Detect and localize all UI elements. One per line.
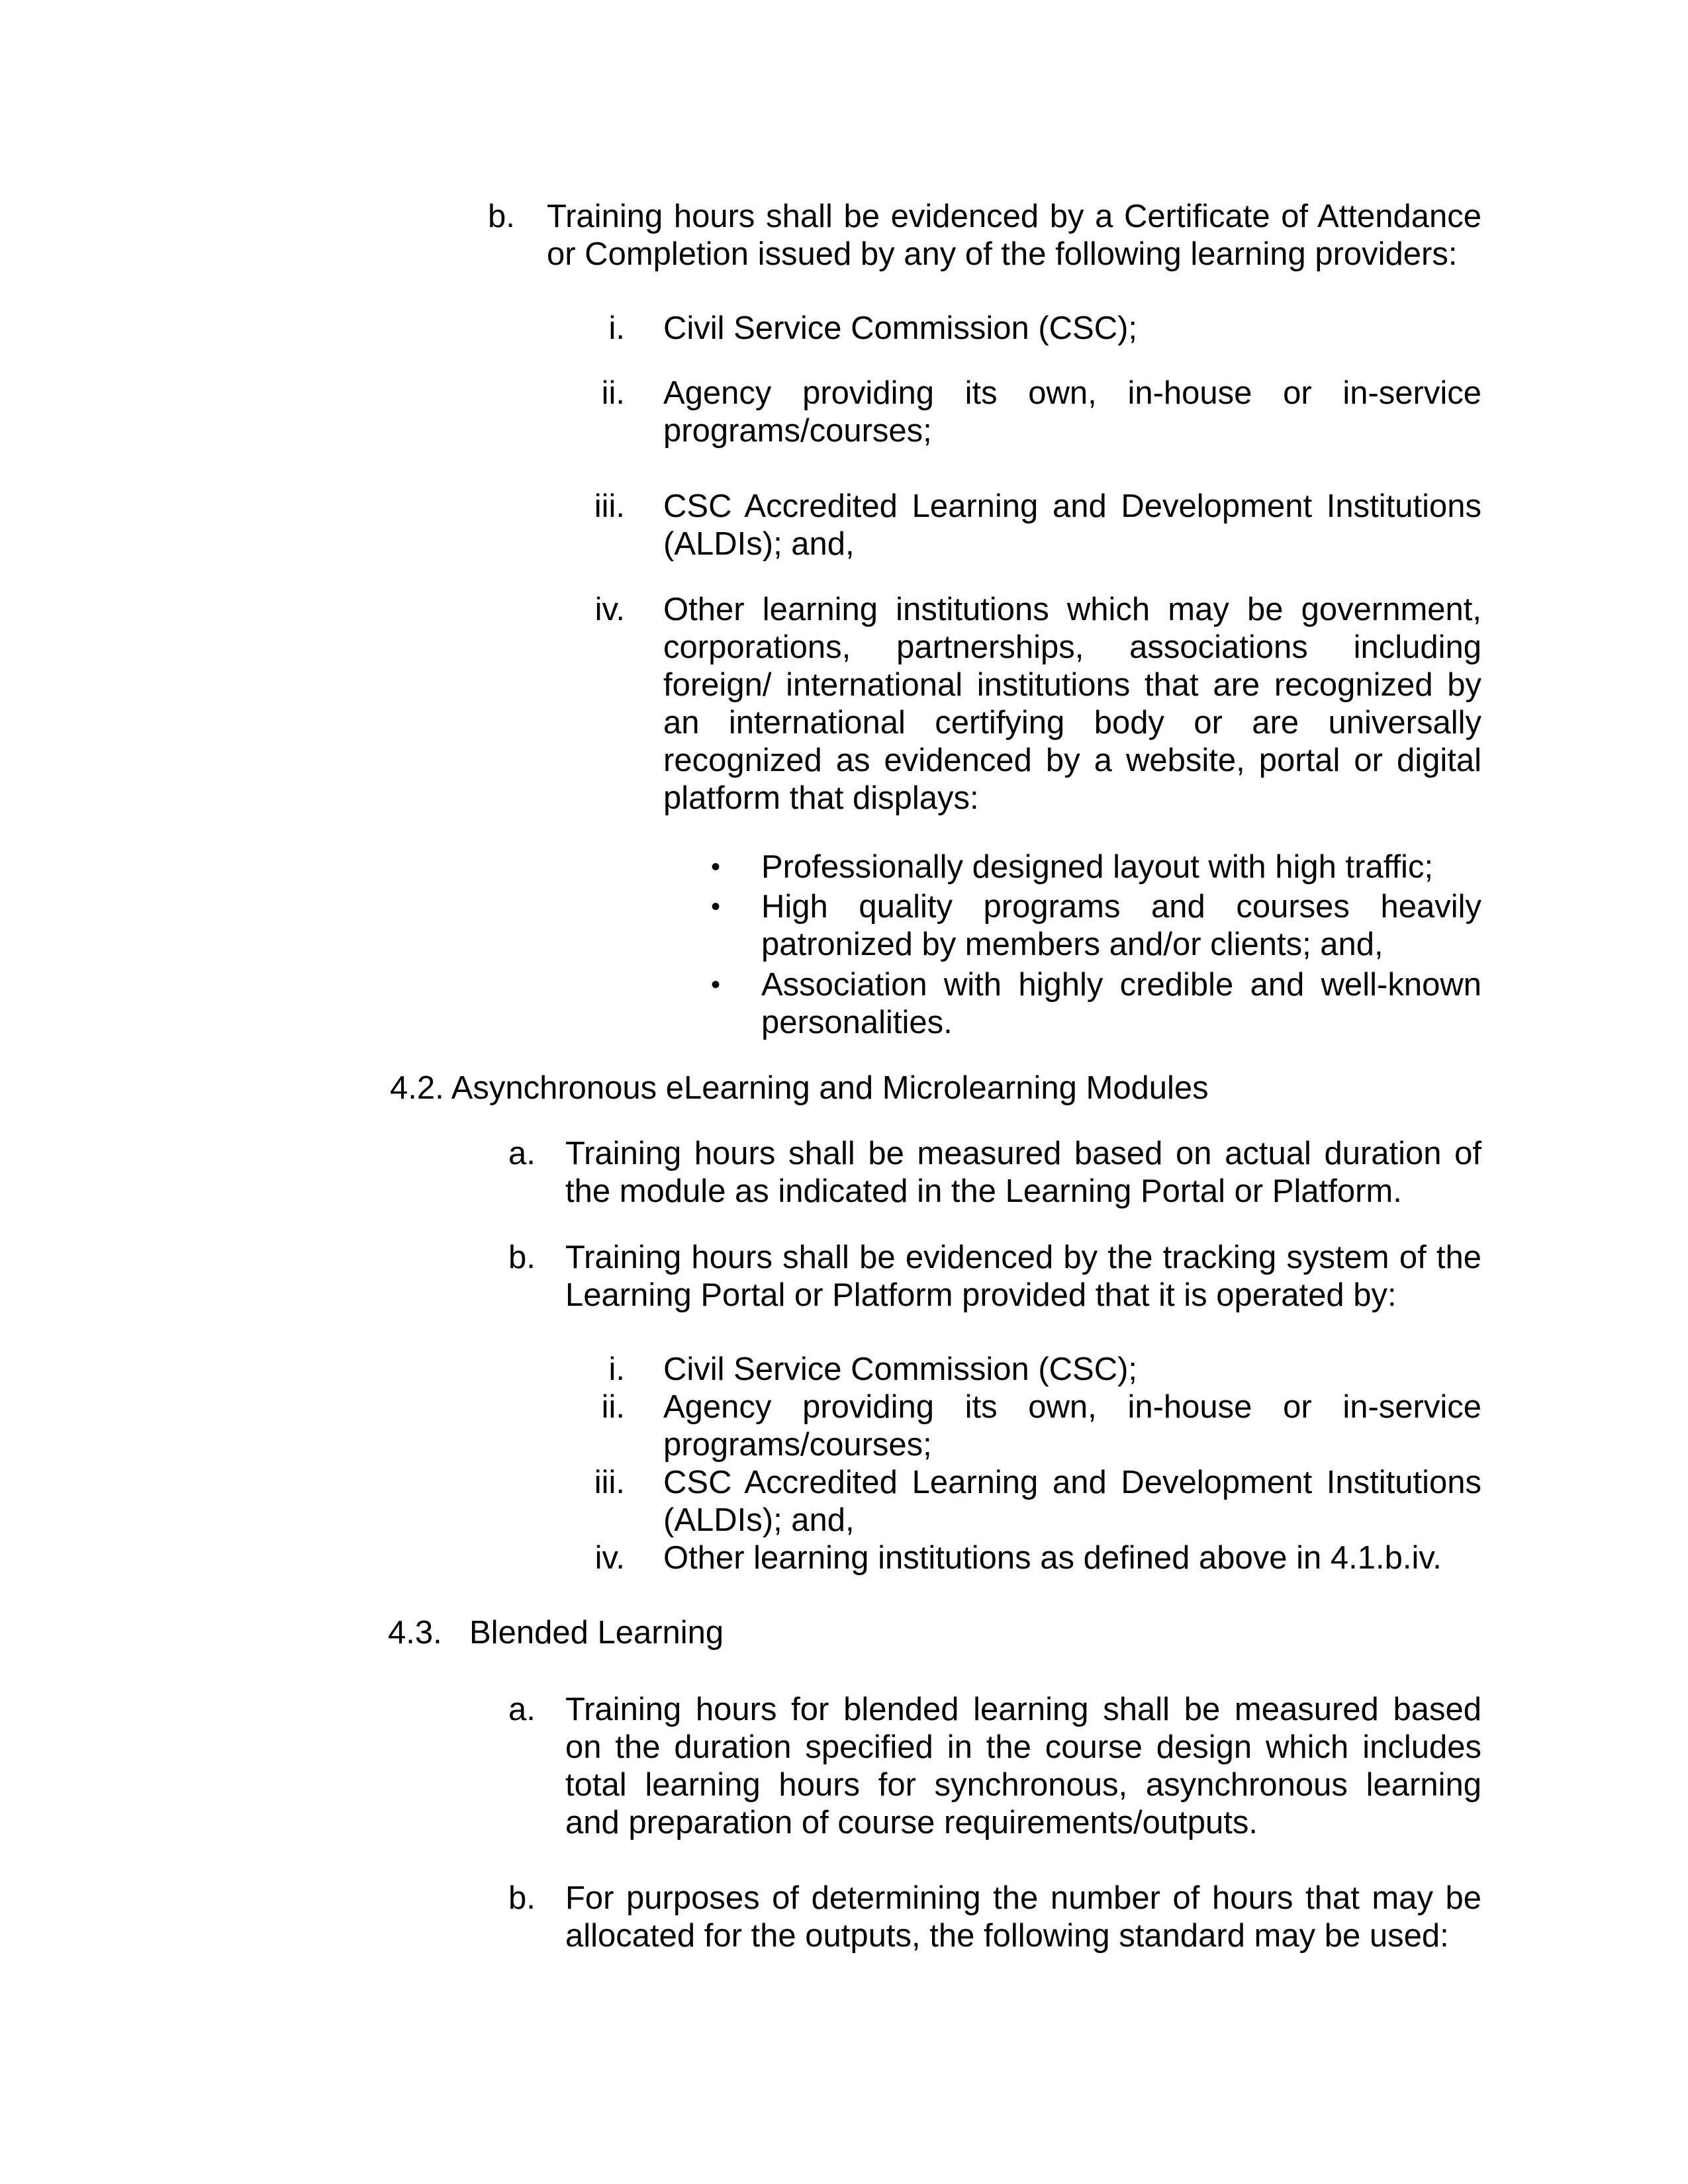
section-number: 4.3.: [388, 1615, 442, 1651]
item-marker: iii.: [594, 488, 625, 524]
item-marker: i.: [608, 1351, 625, 1387]
section-heading: 4.2. Asynchronous eLearning and Microlearning Modules: [390, 1070, 1209, 1106]
list-item: CSC Accredited Learning and Development Institutions (ALDIs); and,: [663, 488, 1481, 562]
list-item: Civil Service Commission (CSC);: [663, 310, 1138, 346]
paragraph: Training hours shall be evidenced by the tracking system of the Learning Portal or Platform provided that it is operated by:: [565, 1240, 1481, 1313]
list-item: Agency providing its own, in-house or in-service programs/courses;: [663, 1389, 1481, 1463]
bullet-item: Association with highly credible and well-known personalities.: [761, 967, 1481, 1040]
list-item: CSC Accredited Learning and Development Institutions (ALDIs); and,: [663, 1465, 1481, 1538]
paragraph: Training hours for blended learning shall be measured based on the duration specified in the course design which includes total learning hours for synchronous, asynchronous learning and preparation of course requirements/outputs.: [565, 1692, 1481, 1841]
item-marker: b.: [508, 1240, 536, 1275]
bullet-icon: •: [711, 892, 721, 921]
item-marker: a.: [508, 1136, 536, 1171]
list-item: Civil Service Commission (CSC);: [663, 1351, 1138, 1387]
item-marker: iv.: [594, 592, 625, 627]
item-marker: b.: [488, 199, 515, 234]
bullet-icon: •: [711, 852, 721, 882]
section-heading: Blended Learning: [469, 1615, 724, 1651]
list-item: Other learning institutions which may be government, corporations, partnerships, associations including foreign/ international institutions that are recognized by an international certifying body or are universally recognized as evidenced by a website, portal or digital platform that displays:: [663, 592, 1481, 816]
list-item: Other learning institutions as defined above in 4.1.b.iv.: [663, 1540, 1442, 1576]
item-marker: ii.: [601, 375, 625, 411]
bullet-item: High quality programs and courses heavily patronized by members and/or clients; and,: [761, 889, 1481, 962]
list-item: Agency providing its own, in-house or in-service programs/courses;: [663, 375, 1481, 449]
item-marker: ii.: [601, 1389, 625, 1425]
item-marker: a.: [508, 1692, 536, 1727]
paragraph: For purposes of determining the number of hours that may be allocated for the outputs, the following standard may be used:: [565, 1880, 1481, 1954]
paragraph: Training hours shall be evidenced by a Certificate of Attendance or Completion issued by any of the following learning providers:: [547, 199, 1481, 272]
bullet-icon: •: [711, 970, 721, 999]
paragraph: Training hours shall be measured based on actual duration of the module as indicated in the Learning Portal or Platform.: [565, 1136, 1481, 1209]
item-marker: i.: [608, 310, 625, 346]
item-marker: b.: [508, 1880, 536, 1916]
item-marker: iv.: [594, 1540, 625, 1576]
bullet-item: Professionally designed layout with high traffic;: [761, 849, 1434, 885]
item-marker: iii.: [594, 1465, 625, 1500]
